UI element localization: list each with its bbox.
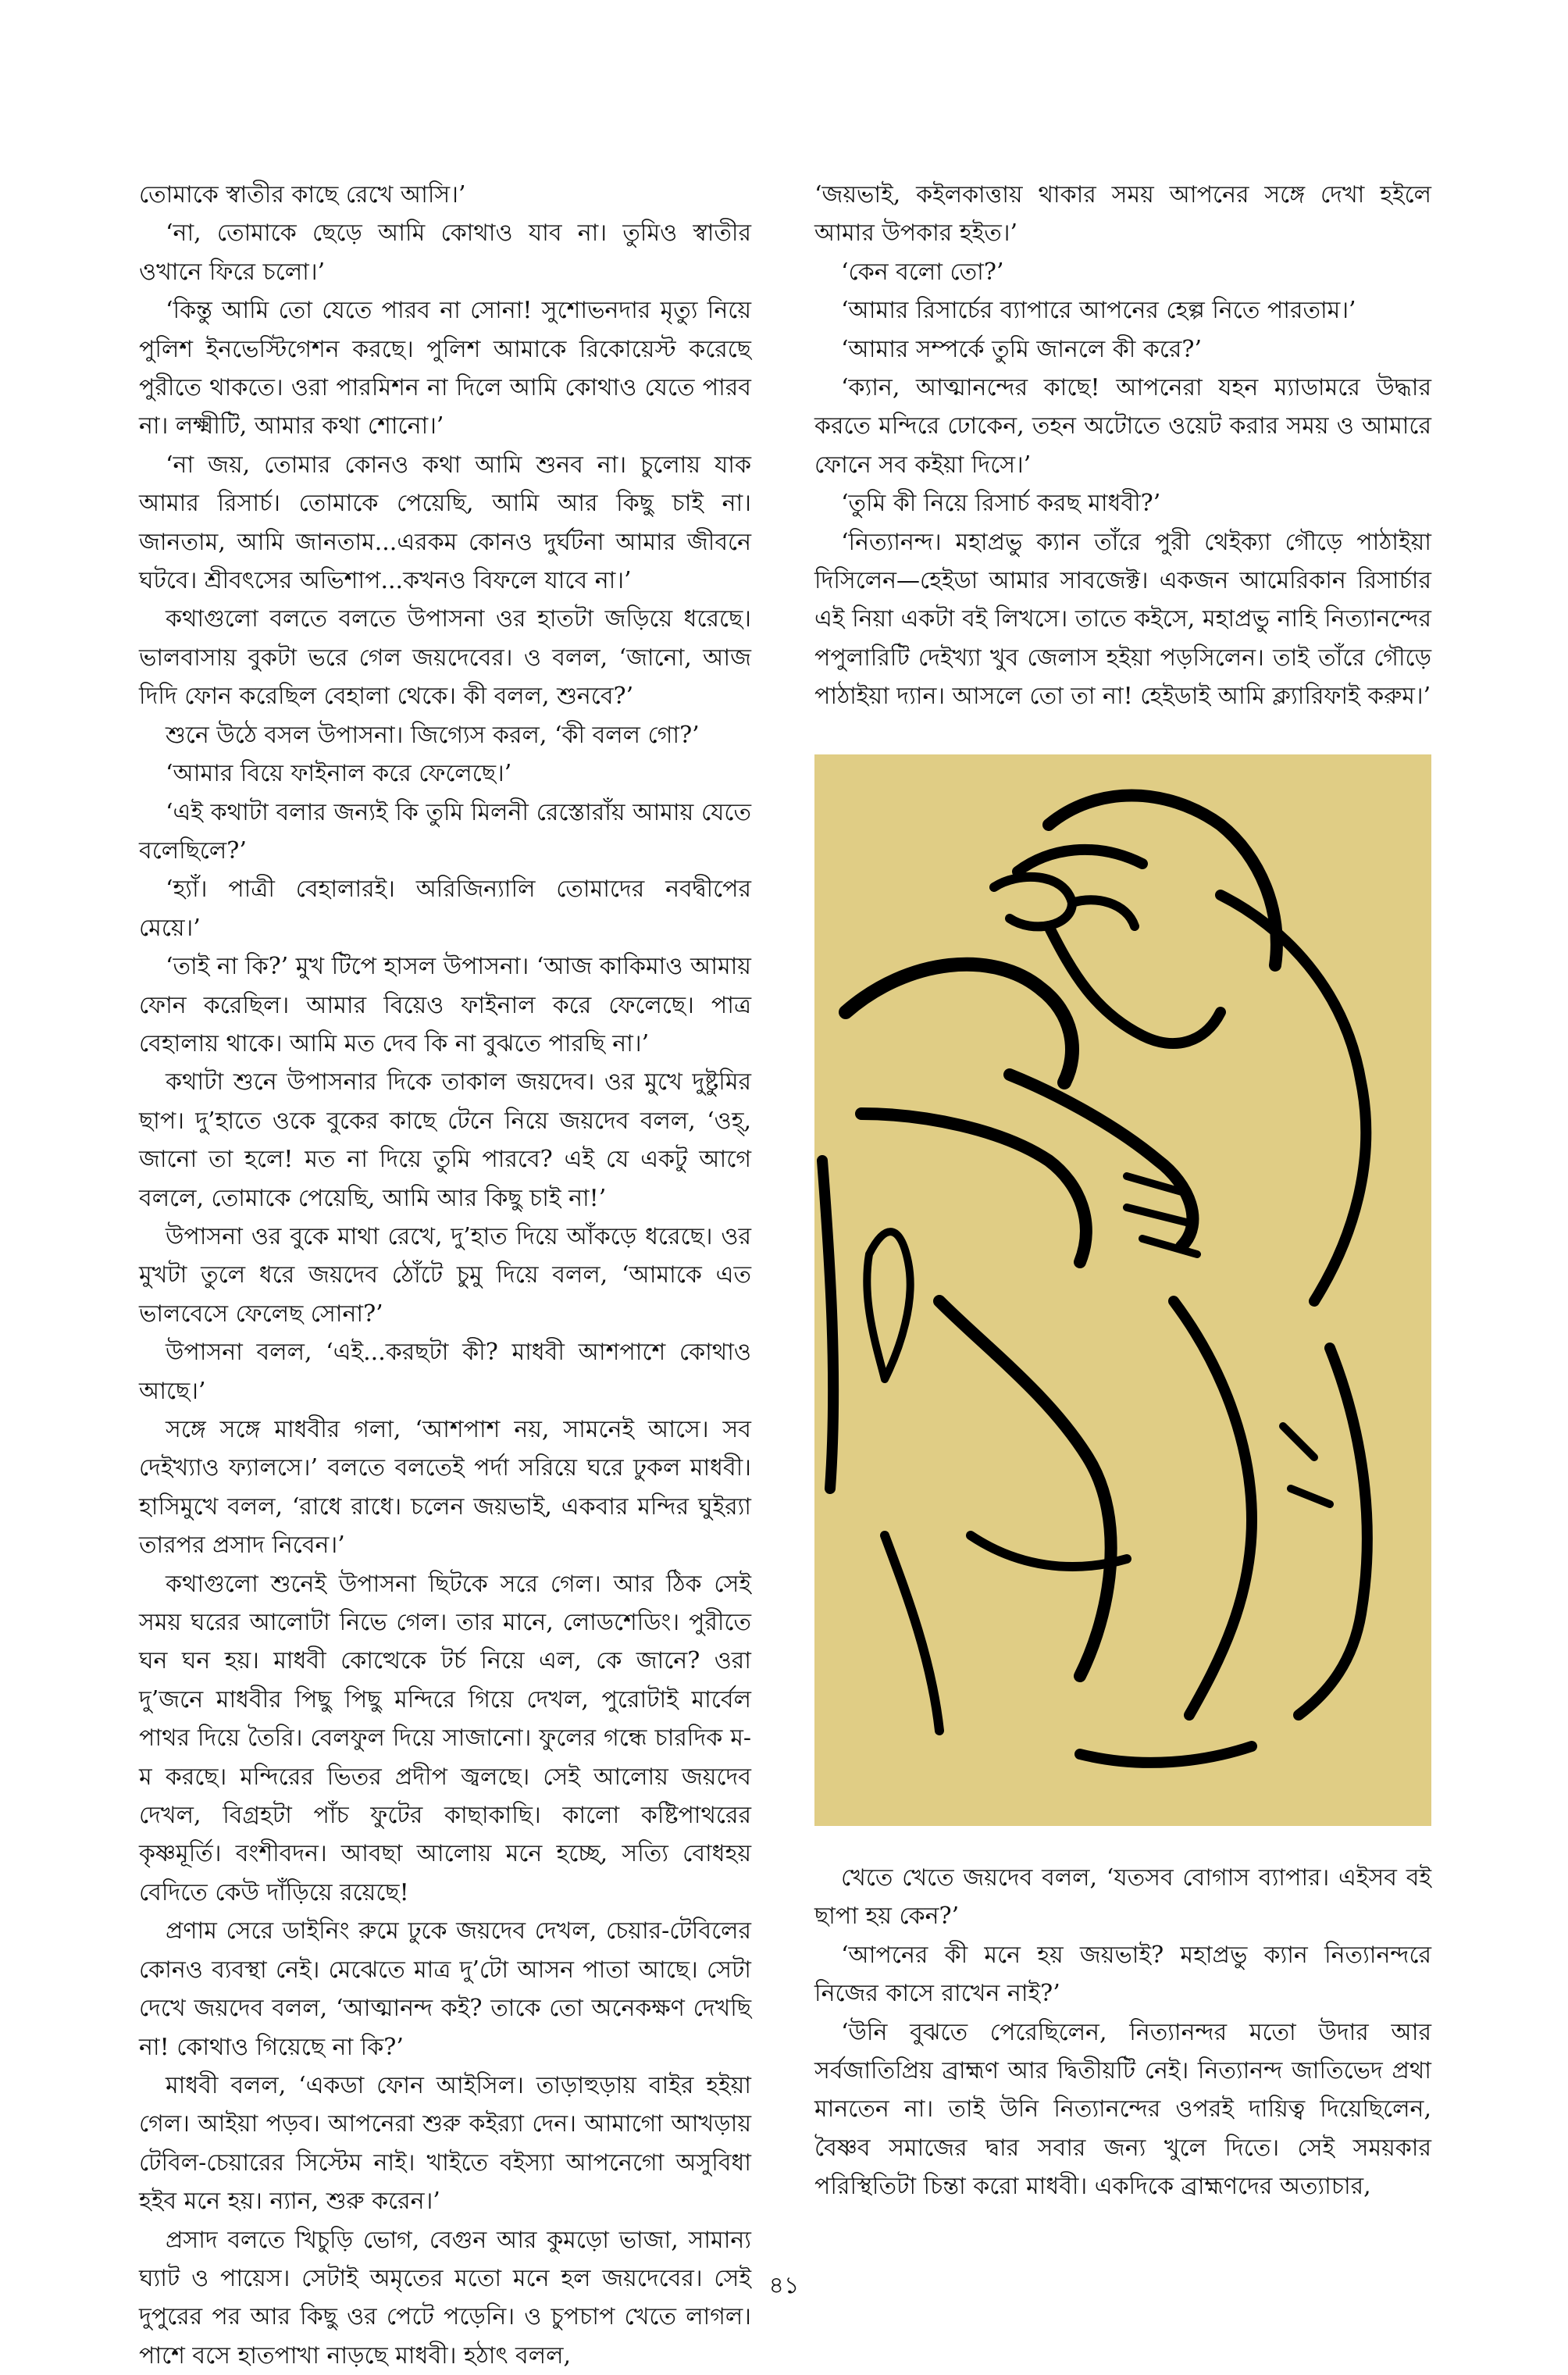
sketch-stroke-glasses xyxy=(994,877,1135,927)
paragraph: কথাটা শুনে উপাসনার দিকে তাকাল জয়দেব। ওর মুখে দুষ্টুমির ছাপ। দু’হাতে ওকে বুকের কাছে টেনে নিয়ে জয়দেব বলল, ‘ওহ্‌, জানো তা হলে! মত না দিয়ে তুমি পারবে? এই যে একটু আগে বললে, তোমাকে পেয়েছি, আমি আর কিছু চাই না!’ xyxy=(139,1068,751,1212)
sketch-stroke-torso-right xyxy=(1174,1301,1252,1715)
sketch-stroke-statue xyxy=(867,1232,910,1379)
sketch-stroke-torso xyxy=(939,1301,1111,1676)
sketch-stroke-woman-head xyxy=(846,965,1072,1082)
page-number: ৪১ xyxy=(768,2272,800,2299)
paragraph: ‘তাই না কি?’ মুখ টিপে হাসল উপাসনা। ‘আজ কাকিমাও আমায় ফোন করেছিল। আমার বিয়েও ফাইনাল করে ফেলেছে। পাত্র বেহালায় থাকে। আমি মত দেব কি না বুঝতে পারছি না।’ xyxy=(139,953,751,1057)
sketch-stroke-brow xyxy=(1017,850,1142,872)
right-top-text-column xyxy=(814,176,1431,716)
sketch-stroke-shoulder xyxy=(1221,895,1366,1301)
paragraph: ‘নিত্যানন্দ। মহাপ্রভু ক্যান তাঁরে পুরী থেইক্যা গৌড়ে পাঠাইয়া দিসিলেন—হেইডা আমার সাবজেক্ট। একজন আমেরিকান রিসার্চার এই নিয়া একটা বই লিখসে। তাতে কইসে, মহাপ্রভু নাহি নিত্যানন্দের পপুলারিটি দেইখ্যা খুব জেলাস হইয়া পড়সিলেন। তাই তাঁরে গৌড়ে পাঠাইয়া দ্যান। আসলে তো তা না! হেইডাই আমি ক্ল্যারিফাই করুম।’ xyxy=(814,528,1431,711)
paragraph: কথাগুলো বলতে বলতে উপাসনা ওর হাতটা জড়িয়ে ধরেছে। ভালবাসায় বুকটা ভরে গেল জয়দেবের। ও বলল, ‘জানো, আজ দিদি ফোন করেছিল বেহালা থেকে। কী বলল, শুনবে?’ xyxy=(139,605,751,711)
sketch-stroke-detail xyxy=(1283,1426,1330,1504)
paragraph: ‘আমার বিয়ে ফাইনাল করে ফেলেছে।’ xyxy=(166,760,512,788)
paragraph: ‘তুমি কী নিয়ে রিসার্চ করছ মাধবী?’ xyxy=(841,490,1161,518)
paragraph: ‘না, তোমাকে ছেড়ে আমি কোথাও যাব না। তুমিও স্বাতীর ওখানে ফিরে চলো।’ xyxy=(139,219,751,286)
sketch-stroke-right-edge xyxy=(1299,1348,1367,1715)
sketch-stroke-left-frame xyxy=(822,1161,833,1489)
sketch-drawing xyxy=(814,754,1431,1826)
ink-sketch-illustration xyxy=(814,754,1431,1826)
paragraph: ‘ক্যান, আত্মানন্দের কাছে! আপনেরা যহন ম্যাডামরে উদ্ধার করতে মন্দিরে ঢোকেন, তহন অটোতে ওয়েট করার সময় ও আমারে ফোনে সব কইয়া দিসে।’ xyxy=(814,374,1431,479)
paragraph: ‘উনি বুঝতে পেরেছিলেন, নিত্যানন্দর মতো উদার আর সর্বজাতিপ্রিয় ব্রাহ্মণ আর দ্বিতীয়টি নেই। নিত্যানন্দ জাতিভেদ প্রথা মানতেন না। তাই উনি নিত্যানন্দের ওপরই দায়িত্ব দিয়েছিলেন, বৈষ্ণব সমাজের দ্বার সবার জন্য খুলে দিতে। সেই সময়কার পরিস্থিতিটা চিন্তা করো মাধবী। একদিকে ব্রাহ্মণদের অত্যাচার, xyxy=(814,2018,1431,2201)
paragraph: উপাসনা বলল, ‘এই...করছটা কী? মাধবী আশপাশে কোথাও আছে।’ xyxy=(139,1339,751,1405)
paragraph: উপাসনা ওর বুকে মাথা রেখে, দু’হাত দিয়ে আঁকড়ে ধরেছে। ওর মুখটা তুলে ধরে জয়দেব ঠোঁটে চুমু দিয়ে বলল, ‘আমাকে এত ভালবেসে ফেলেছ সোনা?’ xyxy=(139,1222,751,1328)
paragraph: ‘কিন্তু আমি তো যেতে পারব না সোনা! সুশোভনদার মৃত্যু নিয়ে পুলিশ ইনভেস্টিগেশন করছে। পুলিশ আমাকে রিকোয়েস্ট করেছে পুরীতে থাকতে। ওরা পারমিশন না দিলে আমি কোথাও যেতে পারব না। লক্ষ্মীটি, আমার কথা শোনো।’ xyxy=(139,297,751,440)
sketch-stroke-arm xyxy=(861,1114,1086,1262)
paragraph: কথাগুলো শুনেই উপাসনা ছিটকে সরে গেল। আর ঠিক সেই সময় ঘরের আলোটা নিভে গেল। তার মানে, লোডশেডিং। পুরীতে ঘন ঘন হয়। মাধবী কোত্থেকে টর্চ নিয়ে এল, কে জানে? ওরা দু’জনে মাধবীর পিছু পিছু মন্দিরে গিয়ে দেখল, পুরোটাই মার্বেল পাথর দিয়ে তৈরি। বেলফুল দিয়ে সাজানো। ফুলের গন্ধে চারদিক ম-ম করছে। মন্দিরের ভিতর প্রদীপ জ্বলছে। সেই আলোয় জয়দেব দেখল, বিগ্রহটা পাঁচ ফুটের কাছাকাছি। কালো কষ্টিপাথরের কৃষ্ণমূর্তি। বংশীবদন। আবছা আলোয় মনে হচ্ছে, সত্যি বোধহয় বেদিতে কেউ দাঁড়িয়ে রয়েছে! xyxy=(139,1570,751,1906)
paragraph: ‘আমার সম্পর্কে তুমি জানলে কী করে?’ xyxy=(841,335,1203,363)
paragraph: ‘কেন বলো তো?’ xyxy=(841,258,1004,286)
paragraph: ‘হ্যাঁ। পাত্রী বেহালারই। অরিজিন্যালি তোমাদের নবদ্বীপের মেয়ে।’ xyxy=(139,875,751,942)
paragraph: সঙ্গে সঙ্গে মাধবীর গলা, ‘আশপাশ নয়, সামনেই আসে। সব দেইখ্যাও ফ্যালসে।’ বলতে বলতেই পর্দা সরিয়ে ঘরে ঢুকল মাধবী। হাসিমুখে বলল, ‘রাধে রাধে। চলেন জয়ভাই, একবার মন্দির ঘুইর‍্যা তারপর প্রসাদ নিবেন।’ xyxy=(139,1416,751,1560)
paragraph: তোমাকে স্বাতীর কাছে রেখে আসি।’ xyxy=(139,181,466,209)
sketch-stroke-bottom-left xyxy=(885,1535,939,1731)
paragraph: ‘আমার রিসার্চের ব্যাপারে আপনের হেল্প নিতে পারতাম।’ xyxy=(841,297,1356,325)
right-bottom-text-column xyxy=(814,1859,1431,2206)
left-text-column xyxy=(139,176,751,2375)
sketch-stroke-lap xyxy=(971,1535,1127,1567)
paragraph: মাধবী বলল, ‘একডা ফোন আইসিল। তাড়াহুড়ায় বাইর হইয়া গেল। আইয়া পড়ব। আপনেরা শুরু কইর‍্যা দেন। আমাগো আখড়ায় টেবিল-চেয়ারের সিস্টেম নাই। খাইতে বইস্যা আপনেগো অসুবিধা হইব মনে হয়। ন্যান, শুরু করেন।’ xyxy=(139,2071,751,2216)
paragraph: প্রণাম সেরে ডাইনিং রুমে ঢুকে জয়দেব দেখল, চেয়ার-টেবিলের কোনও ব্যবস্থা নেই। মেঝেতে মাত্র দু’টো আসন পাতা আছে। সেটা দেখে জয়দেব বলল, ‘আত্মানন্দ কই? তাকে তো অনেকক্ষণ দেখছি না! কোথাও গিয়েছে না কি?’ xyxy=(139,1917,751,2061)
sketch-stroke-floor xyxy=(1080,1746,1252,1763)
paragraph: ‘না জয়, তোমার কোনও কথা আমি শুনব না। চুলোয় যাক আমার রিসার্চ। তোমাকে পেয়েছি, আমি আর কিছু চাই না। জানতাম, আমি জানতাম...এরকম কোনও দুর্ঘটনা আমার জীবনে ঘটবে। শ্রীবৎসের অভিশাপ...কখনও বিফলে যাবে না।’ xyxy=(139,451,751,595)
paragraph: খেতে খেতে জয়দেব বলল, ‘যতসব বোগাস ব্যাপার। এইসব বই ছাপা হয় কেন?’ xyxy=(814,1864,1431,1931)
sketch-stroke-head xyxy=(1049,796,1277,966)
paragraph: ‘এই কথাটা বলার জন্যই কি তুমি মিলনী রেস্তোরাঁয় আমায় যেতে বলেছিলে?’ xyxy=(139,798,751,865)
paragraph: শুনে উঠে বসল উপাসনা। জিগ্যেস করল, ‘কী বলল গো?’ xyxy=(166,721,700,749)
paragraph: প্রসাদ বলতে খিচুড়ি ভোগ, বেগুন আর কুমড়ো ভাজা, সামান্য ঘ্যাট ও পায়েস। সেটাই অমৃতের মতো মনে হল জয়দেবের। সেই দুপুরের পর আর কিছু ওর পেটে পড়েনি। ও চুপচাপ খেতে লাগল। পাশে বসে হাতপাখা নাড়ছে মাধবী। হঠাৎ বলল, xyxy=(139,2226,751,2370)
paragraph: ‘জয়ভাই, কইলকাত্তায় থাকার সময় আপনের সঙ্গে দেখা হইলে আমার উপকার হইত।’ xyxy=(814,181,1431,248)
paragraph: ‘আপনের কী মনে হয় জয়ভাই? মহাপ্রভু ক্যান নিত্যানন্দরে নিজের কাসে রাখেন নাই?’ xyxy=(814,1941,1431,2008)
